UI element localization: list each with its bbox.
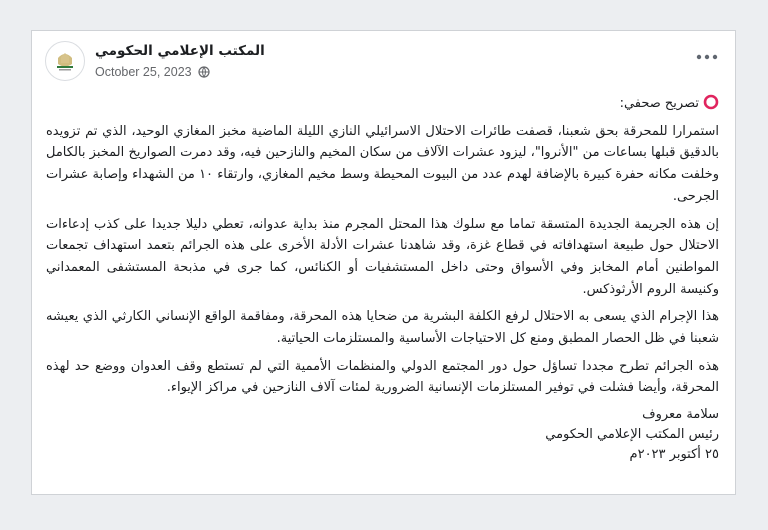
statement-heading [46,93,719,115]
statement-heading-text: تصريح صحفي: [619,96,699,111]
post-date-text[interactable]: October 25, 2023 [95,65,192,79]
red-circle-icon [703,94,719,110]
government-media-office-logo-icon [46,42,84,80]
globe-icon [198,66,210,78]
page-avatar[interactable] [45,41,85,81]
post-paragraph-3: هذا الإجرام الذي يسعى به الاحتلال لرفع الكلفة البشرية من ضحايا هذه المحرقة، ومفاقمة الواقع الإنساني الكارثي الذي يعيشه شعبنا في ظل الحصار المطبق ومنع كل الاحتياجات الأساسية والمستلزمات الحياتية. [46,309,719,347]
more-horizontal-icon [693,47,721,67]
signature-date: ٢٥ أكتوبر ٢٠٢٣م [629,447,719,463]
more-options-button[interactable] [693,47,721,67]
post-date[interactable] [95,65,210,79]
post-paragraph-1: استمرارا للمحرقة بحق شعبنا، قصفت طائرات الاحتلال الاسرائيلي النازي الليلة الماضية مخبز المغازي الوحيد، الذي تم تزويده بالدقيق قبلها بساعات من "الأنروا"، ليزود عشرات الآلاف من سكان المخيم والنازحين فيه، وقد دمرت الصواريخ المخبز بالكامل وخلفت مكانه حفرة كبيرة بالإضافة لهدم عدد من البيوت المحيطة وسط مخيم المغازي، وارتقاء ١٠ من الشهداء وإصابة عشرات الجرحى. [46,123,719,204]
signature-name: سلامة معروف [642,407,719,423]
post-body [46,93,719,465]
page-name[interactable]: المكتب الإعلامي الحكومي [95,43,265,59]
facebook-post-card [31,30,736,495]
post-paragraph-2: إن هذه الجريمة الجديدة المتسقة تماما مع سلوك هذا المحتل المجرم منذ بداية عدوانه، تعطي دليلا جديدا على كذب إدعاءات الاحتلال حول طبيعة استهدافاته في قطاع غزة، وقد شاهدنا عشرات الأدلة الأخرى على هذه الجرائم بتعمد استهداف تجمعات المواطنين أمام المخابز وفي الأسواق وحتى داخل المستشفيات أو الكنائس، كما جرى في مذبحة المستشفى المعمداني وكنيسة الروم الأرثوذكس. [46,216,719,297]
post-paragraph-4: هذه الجرائم تطرح مجددا تساؤل حول دور المجتمع الدولي والمنظمات الأممية التي لم تستطع وقف العدوان ووضع حد لهذه المحرقة، وأيضا فشلت في توفير المستلزمات الإنسانية الضرورية لمئات آلاف النازحين في مراكز الإيواء. [46,358,719,396]
signature-title: رئيس المكتب الإعلامي الحكومي [545,427,719,443]
signature-block [46,405,719,465]
post-header [32,31,735,93]
